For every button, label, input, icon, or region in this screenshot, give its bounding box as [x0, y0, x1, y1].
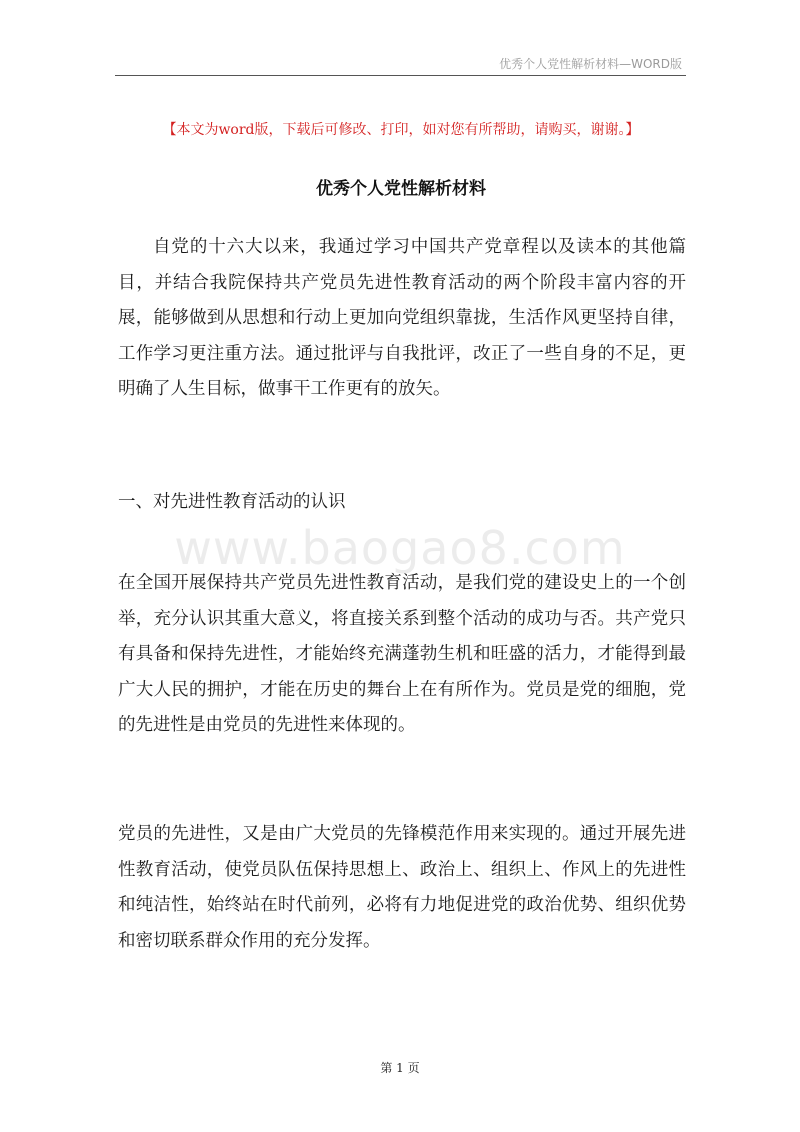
purchase-notice: 【本文为word版，下载后可修改、打印，如对您有所帮助，请购买，谢谢。】 [162, 122, 640, 138]
page-number: 第 1 页 [380, 1061, 420, 1075]
body-paragraph: 党员的先进性，又是由广大党员的先锋模范作用来实现的。通过开展先进性教育活动，使党员队伍保持思想上、政治上、组织上、作风上的先进性和纯洁性，始终站在时代前列，必将有力地促进党的政治优势、组织优势和密切联系群众作用的充分发挥。 [118, 824, 686, 951]
running-header: 优秀个人党性解析材料—WORD版 [499, 57, 682, 71]
intro-paragraph: 自党的十六大以来，我通过学习中国共产党章程以及读本的其他篇目，并结合我院保持共产党员先进性教育活动的两个阶段丰富内容的开展，能够做到从思想和行动上更加向党组织靠拢，生活作风更坚持自律，工作学习更注重方法。通过批评与自我批评，改正了一些自身的不足，更明确了人生目标，做事干工作更有的放矢。 [118, 237, 686, 399]
section-heading: 一、对先进性教育活动的认识 [118, 492, 346, 512]
watermark: www.baogao8.com [174, 521, 626, 575]
header-divider [115, 75, 686, 76]
body-paragraph: 在全国开展保持共产党员先进性教育活动，是我们党的建设史上的一个创举，充分认识其重大意义，将直接关系到整个活动的成功与否。共产党只有具备和保持先进性，才能始终充满蓬勃生机和旺盛的活力，才能得到最广大人民的拥护，才能在历史的舞台上在有所作为。党员是党的细胞，党的先进性是由党员的先进性来体现的。 [118, 573, 686, 735]
document-title: 优秀个人党性解析材料 [316, 179, 486, 199]
